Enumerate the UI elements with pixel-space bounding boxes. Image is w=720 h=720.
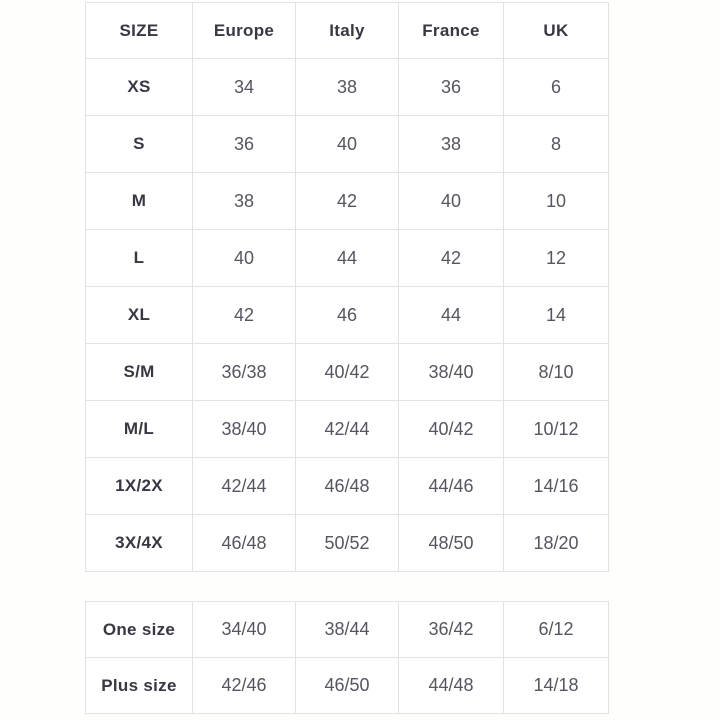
- size-value: 6: [504, 59, 609, 116]
- size-value: 14/16: [504, 458, 609, 515]
- column-header-europe: Europe: [193, 3, 296, 59]
- size-value: 38/44: [296, 602, 399, 658]
- size-value: 38: [296, 59, 399, 116]
- size-value: 50/52: [296, 515, 399, 572]
- size-value: 14: [504, 287, 609, 344]
- size-value: 46: [296, 287, 399, 344]
- size-value: 36: [399, 59, 504, 116]
- table-row-3x-4x: [86, 515, 609, 572]
- size-value: 42/44: [193, 458, 296, 515]
- size-value: 40: [296, 116, 399, 173]
- size-label: 3X/4X: [86, 515, 193, 572]
- size-value: 40: [193, 230, 296, 287]
- size-value: 46/50: [296, 658, 399, 714]
- size-value: 42: [399, 230, 504, 287]
- size-label: 1X/2X: [86, 458, 193, 515]
- size-value: 38: [399, 116, 504, 173]
- size-value: 18/20: [504, 515, 609, 572]
- column-header-italy: Italy: [296, 3, 399, 59]
- column-header-size: SIZE: [86, 3, 193, 59]
- table-row-one-size: [86, 602, 609, 658]
- size-value: 8: [504, 116, 609, 173]
- size-value: 34: [193, 59, 296, 116]
- size-label: XL: [86, 287, 193, 344]
- table-row-1x-2x: [86, 458, 609, 515]
- size-value: 34/40: [193, 602, 296, 658]
- size-value: 42: [296, 173, 399, 230]
- size-value: 6/12: [504, 602, 609, 658]
- size-label: S: [86, 116, 193, 173]
- table-header-row: [86, 3, 609, 59]
- size-value: 40: [399, 173, 504, 230]
- size-label: Plus size: [86, 658, 193, 714]
- table-row-s: [86, 116, 609, 173]
- size-label: One size: [86, 602, 193, 658]
- size-value: 42/44: [296, 401, 399, 458]
- size-label: XS: [86, 59, 193, 116]
- size-value: 36/38: [193, 344, 296, 401]
- size-value: 40/42: [399, 401, 504, 458]
- size-value: 44/48: [399, 658, 504, 714]
- table-row-l: [86, 230, 609, 287]
- table-row-m-l: [86, 401, 609, 458]
- table-row-s-m: [86, 344, 609, 401]
- size-value: 48/50: [399, 515, 504, 572]
- size-value: 36: [193, 116, 296, 173]
- table-row-xs: [86, 59, 609, 116]
- size-value: 40/42: [296, 344, 399, 401]
- size-value: 42/46: [193, 658, 296, 714]
- column-header-france: France: [399, 3, 504, 59]
- table-row-m: [86, 173, 609, 230]
- size-value: 44: [399, 287, 504, 344]
- size-value: 12: [504, 230, 609, 287]
- size-label: L: [86, 230, 193, 287]
- size-label: M/L: [86, 401, 193, 458]
- column-header-uk: UK: [504, 3, 609, 59]
- size-value: 38: [193, 173, 296, 230]
- size-value: 8/10: [504, 344, 609, 401]
- size-label: S/M: [86, 344, 193, 401]
- size-conversion-table: [85, 2, 609, 572]
- size-value: 38/40: [193, 401, 296, 458]
- table-row-xl: [86, 287, 609, 344]
- size-value: 46/48: [193, 515, 296, 572]
- table-row-plus-size: [86, 658, 609, 714]
- size-value: 46/48: [296, 458, 399, 515]
- size-value: 36/42: [399, 602, 504, 658]
- size-label: M: [86, 173, 193, 230]
- size-value: 10: [504, 173, 609, 230]
- size-value: 10/12: [504, 401, 609, 458]
- size-value: 44: [296, 230, 399, 287]
- size-value: 42: [193, 287, 296, 344]
- size-value: 44/46: [399, 458, 504, 515]
- size-value: 14/18: [504, 658, 609, 714]
- special-sizes-table: [85, 601, 609, 714]
- size-value: 38/40: [399, 344, 504, 401]
